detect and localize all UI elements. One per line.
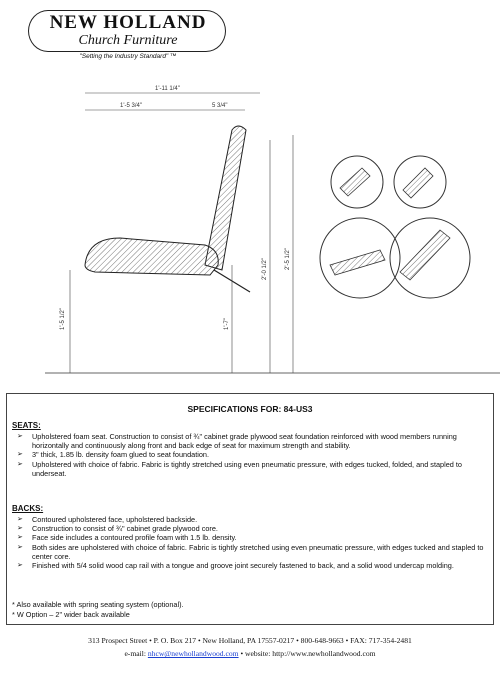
website-label: • website:	[240, 649, 271, 658]
specs-title: SPECIFICATIONS FOR: 84-US3	[187, 404, 313, 414]
list-item: ➢ Face side includes a contoured profile foam with 1.5 lb. density.	[17, 533, 237, 543]
email-label: e-mail:	[124, 649, 146, 658]
list-item: ➢ Both sides are upholstered with choice of fabric. Fabric is tightly stretched using even pneumatic pressure, with edges tucked and stapled to center core.	[17, 542, 484, 561]
specifications-box	[6, 393, 494, 625]
backs-heading: BACKS:	[12, 504, 44, 513]
detail-circle-large	[320, 218, 400, 298]
dim-overall-depth: 1'-11 1/4"	[155, 86, 180, 92]
list-item: ➢ Finished with 5/4 solid wood cap rail with a tongue and groove joint securely fastened to back, and a solid wood undercap molding.	[17, 561, 454, 571]
logo-name: NEW HOLLAND	[49, 12, 207, 33]
seats-list	[17, 432, 485, 478]
list-item: ➢ 3" thick, 1.85 lb. density foam glued to seat foundation.	[17, 450, 210, 460]
dim-seat-depth: 1'-5 3/4"	[120, 103, 142, 109]
dim-seat-height: 1'-7"	[224, 318, 230, 330]
seats-heading: SEATS:	[12, 421, 41, 430]
detail-circle-small	[331, 156, 383, 208]
company-logo	[28, 6, 228, 64]
list-item: ➢ Construction to consist of ¾" cabinet grade plywood core.	[17, 524, 218, 534]
backs-list	[17, 515, 485, 570]
note-w-option: * W Option – 2" wider back available	[12, 609, 130, 619]
list-item: ➢ Contoured upholstered face, upholstered backside.	[17, 515, 198, 524]
footer	[0, 634, 500, 660]
detail-circle-large-2	[390, 218, 470, 298]
chair-technical-drawing	[0, 60, 500, 390]
dim-back-depth: 5 3/4"	[212, 103, 228, 109]
detail-circle-small-2	[394, 156, 446, 208]
email-link[interactable]: nhcw@newhollandwood.com	[147, 649, 239, 658]
footer-contact	[0, 647, 500, 660]
website-link[interactable]: http://www.newhollandwood.com	[272, 649, 376, 658]
note-spring: * Also available with spring seating system (optional).	[12, 600, 184, 609]
footer-address: 313 Prospect Street • P. O. Box 217 • New Holland, PA 17557-0217 • 800-648-9663 • FAX: 717-354-2481	[88, 636, 412, 645]
dim-back-height: 2'-0 1/2"	[262, 258, 268, 280]
list-item: ➢ Upholstered with choice of fabric. Fabric is tightly stretched using even pneumatic pressure, with edges tucked, folded, and stapled to underseat.	[17, 459, 462, 478]
logo-tagline: "Setting the Industry Standard" ™	[79, 53, 177, 60]
list-item: ➢ Upholstered foam seat. Construction to consist of ¾" cabinet grade plywood seat foundation reinforced with wood members running horizontally and continuously along front and back edge of seat for maximum strength and stability.	[17, 432, 457, 451]
dim-front-height: 1'-5 1/2"	[60, 308, 66, 330]
notes	[12, 600, 184, 619]
logo-subtitle: Church Furniture	[78, 33, 178, 48]
seat-cushion	[85, 238, 218, 275]
dim-overall-height: 2'-5 1/2"	[285, 248, 291, 270]
